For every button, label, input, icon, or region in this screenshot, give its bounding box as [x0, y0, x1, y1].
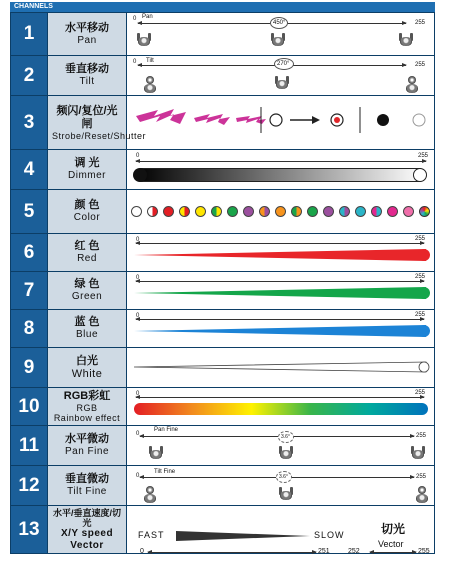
channel-number: 9	[11, 348, 47, 387]
vector-range-arrow	[370, 552, 416, 553]
speed-wedge	[176, 529, 316, 543]
channel-name-en: RGB	[76, 403, 98, 413]
color-wheel-slot-icon	[211, 206, 222, 217]
range-arrow	[136, 243, 424, 244]
channel-row-12	[11, 465, 434, 505]
diagram-label: Tilt Fine	[154, 469, 176, 475]
color-wheel-slot-icon	[307, 206, 318, 217]
fast-label: FAST	[138, 530, 165, 540]
range-arrow	[136, 281, 424, 282]
channel-number: 10	[11, 388, 47, 425]
channel-name-zh: 颜 色	[74, 199, 100, 211]
reset-open-icon	[270, 114, 282, 126]
channel-name-zh: RGB彩虹	[63, 390, 111, 402]
channel-name-zh: 水平/垂直速度/切光	[52, 507, 121, 528]
channel-number: 7	[11, 272, 47, 309]
channel-row-11	[11, 425, 434, 465]
diagram-label: Tilt	[146, 58, 154, 64]
channel-name-zh: 频闪/复位/光闸	[56, 104, 118, 130]
scale-min: 0	[136, 313, 140, 319]
angle-label: 450°	[273, 20, 286, 26]
channel-name-en2: Rainbow effect	[53, 413, 121, 423]
dimmer-max-cap	[413, 168, 427, 182]
channel-number: 12	[11, 466, 47, 505]
channel-name	[47, 348, 127, 387]
channel-name-en: Green	[71, 291, 103, 302]
channel-name-zh: 绿 色	[74, 278, 100, 290]
channel-number: 3	[11, 96, 47, 149]
moving-head-tilted-icon	[404, 76, 420, 92]
scale-min: 0	[136, 275, 140, 281]
angle-label: 270°	[277, 61, 290, 67]
channel-number: 6	[11, 234, 47, 271]
channel-row-10	[11, 387, 434, 425]
channel-number: 4	[11, 150, 47, 189]
channel-row-13	[11, 505, 434, 553]
channel-number: 13	[11, 506, 47, 553]
scale-max: 255	[416, 474, 427, 480]
shutter-closed-icon	[377, 114, 389, 126]
rainbow-gradient-bar	[134, 403, 428, 415]
channel-diagram	[128, 466, 434, 505]
range-arrow	[140, 436, 414, 437]
channel-row-7	[11, 271, 434, 309]
channel-name	[47, 506, 127, 553]
vector-max: 255	[418, 548, 430, 555]
channel-name-en: Pan	[77, 34, 97, 46]
scale-max: 255	[415, 274, 426, 280]
channel-table	[10, 12, 435, 554]
channel-name-en: X/Y speed	[60, 527, 114, 539]
range-arrow	[136, 397, 424, 398]
channel-name	[47, 466, 127, 505]
angle-marker	[270, 17, 288, 29]
channel-name	[47, 190, 127, 233]
color-wheel-slot-icon	[131, 206, 142, 217]
channel-number: 1	[11, 13, 47, 55]
channel-row-5	[11, 189, 434, 233]
color-wheel-slot-icon	[387, 206, 398, 217]
channel-diagram	[128, 506, 434, 553]
channel-name	[47, 272, 127, 309]
channel-diagram	[128, 234, 434, 271]
channel-diagram	[128, 150, 434, 189]
channel-number: 11	[11, 426, 47, 465]
channel-diagram	[128, 348, 434, 387]
slow-label: SLOW	[314, 530, 345, 540]
angle-label: 3.6°	[279, 474, 288, 480]
angle-label: 3.6°	[281, 434, 290, 440]
channel-number: 8	[11, 310, 47, 347]
color-wheel-slot-icon	[147, 206, 158, 217]
scale-max: 255	[415, 312, 426, 318]
range-arrow	[136, 319, 424, 320]
channel-name-en: White	[71, 368, 103, 380]
shutter-open-icon	[413, 114, 425, 126]
color-wheel-slot-icon	[275, 206, 286, 217]
channel-diagram	[128, 272, 434, 309]
channel-diagram	[128, 426, 434, 465]
dimmer-gradient-bar	[134, 168, 426, 182]
scale-min: 0	[136, 391, 140, 397]
moving-head-tilted-icon	[142, 76, 158, 92]
channel-name-en: Strobe/Reset/Shutter	[52, 130, 147, 141]
color-wheel-slot-icon	[403, 206, 414, 217]
color-wheel-slot-icon	[371, 206, 382, 217]
scale-min: 0	[136, 473, 140, 479]
color-wheel-strip	[128, 201, 434, 233]
scale-max: 255	[416, 433, 427, 439]
speed-max: 251	[318, 548, 330, 555]
angle-marker	[274, 58, 294, 70]
channel-name-en: Color	[73, 212, 101, 223]
channel-name-zh: 水平移动	[65, 21, 109, 34]
channel-name-en: Tilt Fine	[67, 486, 107, 497]
channel-name	[47, 96, 147, 149]
scale-max: 255	[418, 153, 429, 159]
header-title: CHANNELS	[14, 3, 53, 10]
channel-row-8	[11, 309, 434, 347]
moving-head-icon	[278, 485, 294, 501]
channel-name	[47, 310, 127, 347]
strobe-diagram	[128, 96, 434, 148]
color-wheel-slot-icon	[419, 206, 430, 217]
strobe-zigzag-icon	[136, 109, 266, 125]
color-wheel-slot-icon	[259, 206, 270, 217]
channel-name-en: Blue	[75, 329, 98, 340]
channel-name-zh: 白光	[76, 355, 98, 367]
scale-min: 0	[133, 16, 137, 22]
scale-max: 255	[415, 390, 426, 396]
channel-row-1	[11, 13, 434, 55]
red-ramp	[134, 248, 434, 262]
channel-name-en: Pan Fine	[64, 446, 110, 457]
color-wheel-slot-icon	[243, 206, 254, 217]
channels-header-bar	[10, 2, 435, 12]
range-arrow	[138, 65, 406, 66]
channel-name-en2: Vector	[70, 539, 104, 551]
blue-ramp	[134, 324, 434, 338]
dimmer-min-cap	[133, 168, 147, 182]
channel-name	[47, 150, 127, 189]
moving-head-tilted-icon	[414, 486, 430, 502]
scale-min: 0	[136, 153, 140, 159]
vector-min: 252	[348, 548, 360, 555]
white-ramp	[134, 360, 434, 374]
channel-row-9	[11, 347, 434, 387]
diagram-label: Pan	[142, 14, 153, 20]
channel-number: 5	[11, 190, 47, 233]
moving-head-icon	[148, 444, 164, 460]
channel-row-6	[11, 233, 434, 271]
channel-diagram	[128, 56, 434, 95]
color-wheel-slot-icon	[163, 206, 174, 217]
scale-min: 0	[136, 431, 140, 437]
moving-head-icon	[270, 31, 286, 47]
channel-diagram	[128, 13, 434, 55]
color-wheel-slot-icon	[323, 206, 334, 217]
channel-name-en: Red	[77, 253, 97, 264]
moving-head-icon	[136, 31, 152, 47]
channel-name	[47, 426, 127, 465]
channel-diagram	[128, 310, 434, 347]
angle-marker	[276, 471, 292, 483]
channel-name	[47, 388, 127, 425]
moving-head-icon	[274, 74, 290, 90]
channel-diagram	[128, 388, 434, 425]
cut-label-zh: 切光	[381, 522, 406, 536]
diagram-label: Pan Fine	[154, 427, 179, 433]
speed-min: 0	[140, 548, 144, 555]
moving-head-icon	[278, 444, 294, 460]
channel-diagram	[128, 96, 434, 149]
channel-name	[47, 56, 127, 95]
color-wheel-slot-icon	[355, 206, 366, 217]
channel-number: 2	[11, 56, 47, 95]
moving-head-icon	[410, 444, 426, 460]
color-wheel-slot-icon	[227, 206, 238, 217]
color-wheel-slot-icon	[179, 206, 190, 217]
color-wheel-slot-icon	[195, 206, 206, 217]
channel-name	[47, 234, 127, 271]
speed-range-arrow	[148, 552, 316, 553]
moving-head-icon	[398, 31, 414, 47]
channel-name-zh: 调 光	[74, 157, 100, 169]
channel-name-zh: 水平微动	[65, 433, 109, 445]
cut-label-en: Vector	[378, 539, 404, 549]
moving-head-tilted-icon	[142, 486, 158, 502]
channel-name-zh: 蓝 色	[74, 316, 100, 328]
channel-name-zh: 垂直微动	[65, 473, 109, 485]
color-wheel-slot-icon	[291, 206, 302, 217]
scale-max: 255	[415, 20, 426, 26]
color-wheel-slot-icon	[339, 206, 350, 217]
scale-max: 255	[415, 62, 426, 68]
channel-name-en: Dimmer	[68, 170, 106, 181]
angle-marker	[278, 431, 294, 443]
channel-name	[47, 13, 127, 55]
channel-name-zh: 红 色	[74, 240, 100, 252]
scale-min: 0	[136, 237, 140, 243]
scale-min: 0	[133, 59, 137, 65]
scale-max: 255	[415, 236, 426, 242]
channel-row-4	[11, 149, 434, 189]
channel-name-en: Tilt	[79, 76, 95, 87]
range-arrow	[136, 161, 426, 162]
channel-row-2	[11, 55, 434, 95]
channel-name-zh: 垂直移动	[65, 63, 109, 75]
green-ramp	[134, 286, 434, 300]
channel-row-3	[11, 95, 434, 149]
